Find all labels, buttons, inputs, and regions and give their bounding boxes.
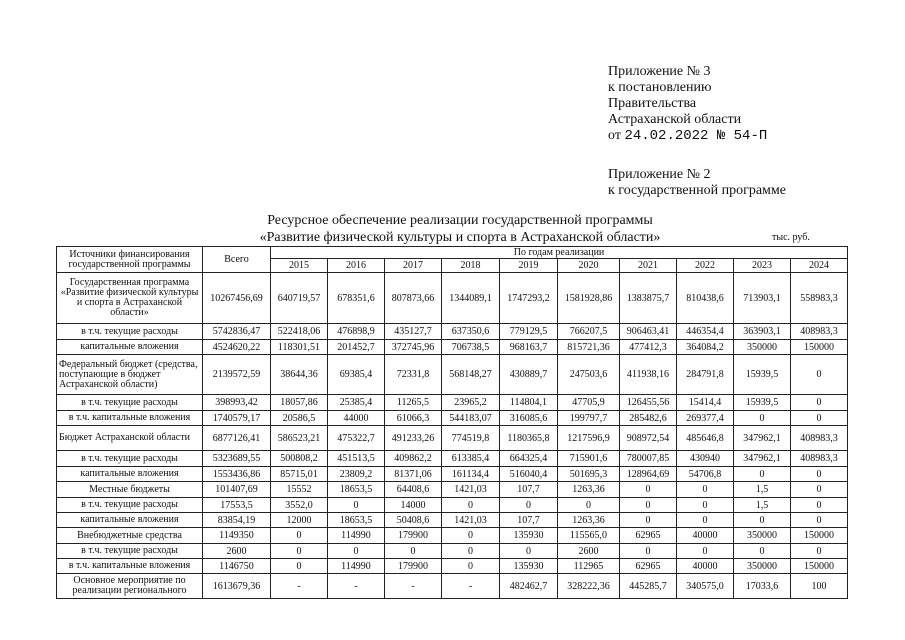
row-year-value: 706738,5 [442, 340, 500, 355]
row-year-value: 112965 [558, 559, 620, 574]
row-year-value: 350000 [734, 340, 791, 355]
row-total-value: 5323689,55 [203, 451, 271, 467]
row-year-value: 179900 [385, 559, 442, 574]
row-year-value: 285482,6 [620, 411, 677, 426]
row-year-value: 0 [734, 467, 791, 482]
table-row [57, 513, 848, 528]
row-year-value: 501695,3 [558, 467, 620, 482]
header-years-group: По годам реализации [271, 247, 848, 259]
row-year-value: 1217596,9 [558, 426, 620, 451]
row-year-value: 17033,6 [734, 574, 791, 599]
row-total-value: 101407,69 [203, 482, 271, 498]
row-year-value: 451513,5 [328, 451, 385, 467]
row-source-label: в т.ч. текущие расходы [57, 451, 203, 467]
row-year-value: 1180365,8 [500, 426, 558, 451]
row-year-value: - [271, 574, 328, 599]
row-total-value: 2139572,59 [203, 355, 271, 395]
row-year-value: 1,5 [734, 482, 791, 498]
row-source-label: Местные бюджеты [57, 482, 203, 498]
row-year-value: 500808,2 [271, 451, 328, 467]
row-year-value: 363903,1 [734, 324, 791, 340]
appendix-3-line-2: к постановлению [608, 80, 712, 95]
row-total-value: 1740579,17 [203, 411, 271, 426]
row-source-label: Основное мероприятие по реализации регионального [57, 574, 203, 599]
appendix-2-block [608, 167, 786, 199]
document-title-line-2: «Развитие физической культуры и спорта в Астраханской области» [259, 230, 661, 245]
row-year-value: 477412,3 [620, 340, 677, 355]
table-row [57, 482, 848, 498]
row-year-value: 780007,85 [620, 451, 677, 467]
row-year-value: 0 [271, 528, 328, 544]
row-year-value: 135930 [500, 559, 558, 574]
document-title-line-1: Ресурсное обеспечение реализации государственной программы [267, 213, 653, 228]
row-total-value: 398993,42 [203, 395, 271, 411]
row-year-value: 0 [734, 411, 791, 426]
row-year-value: 522418,06 [271, 324, 328, 340]
row-year-value: 1263,36 [558, 482, 620, 498]
row-year-value: 118301,51 [271, 340, 328, 355]
row-year-value: 715901,6 [558, 451, 620, 467]
row-year-value: 23809,2 [328, 467, 385, 482]
row-year-value: 0 [791, 498, 848, 513]
row-year-value: 586523,21 [271, 426, 328, 451]
row-year-value: 269377,4 [677, 411, 734, 426]
row-year-value: 61066,3 [385, 411, 442, 426]
row-year-value: 12000 [271, 513, 328, 528]
row-year-value: 0 [791, 544, 848, 559]
row-source-label: в т.ч. капитальные вложения [57, 559, 203, 574]
row-year-value: 0 [734, 544, 791, 559]
row-year-value: 0 [677, 544, 734, 559]
table-row [57, 544, 848, 559]
row-year-value: 316085,6 [500, 411, 558, 426]
row-total-value: 1146750 [203, 559, 271, 574]
row-year-value: 18653,5 [328, 513, 385, 528]
row-year-value: 0 [442, 559, 500, 574]
row-year-value: 201452,7 [328, 340, 385, 355]
row-year-value: 161134,4 [442, 467, 500, 482]
row-year-value: 1383875,7 [620, 273, 677, 324]
row-year-value: 0 [500, 544, 558, 559]
row-year-value: 135930 [500, 528, 558, 544]
row-year-value: 179900 [385, 528, 442, 544]
row-total-value: 1149350 [203, 528, 271, 544]
row-year-value: 0 [271, 544, 328, 559]
table-row [57, 395, 848, 411]
row-year-value: 908972,54 [620, 426, 677, 451]
table-row [57, 528, 848, 544]
row-year-value: 544183,07 [442, 411, 500, 426]
row-year-value: 3552,0 [271, 498, 328, 513]
row-year-value: 15414,4 [677, 395, 734, 411]
header-year: 2018 [442, 259, 500, 273]
row-total-value: 17553,5 [203, 498, 271, 513]
row-year-value: 20586,5 [271, 411, 328, 426]
header-year: 2020 [558, 259, 620, 273]
row-year-value: 815721,36 [558, 340, 620, 355]
table-row [57, 559, 848, 574]
row-year-value: 18057,86 [271, 395, 328, 411]
row-year-value: 44000 [328, 411, 385, 426]
row-year-value: 475322,7 [328, 426, 385, 451]
row-source-label: в т.ч. текущие расходы [57, 395, 203, 411]
row-year-value: 0 [271, 559, 328, 574]
row-year-value: 18653,5 [328, 482, 385, 498]
row-year-value: 0 [328, 544, 385, 559]
table-row [57, 426, 848, 451]
row-year-value: 435127,7 [385, 324, 442, 340]
row-year-value: 199797,7 [558, 411, 620, 426]
row-year-value: 774519,8 [442, 426, 500, 451]
resource-table [56, 246, 848, 599]
row-year-value: 62965 [620, 528, 677, 544]
row-year-value: 968163,7 [500, 340, 558, 355]
row-year-value: 713903,1 [734, 273, 791, 324]
appendix-2-line-2: к государственной программе [608, 183, 786, 198]
row-year-value: 23965,2 [442, 395, 500, 411]
row-year-value: 1747293,2 [500, 273, 558, 324]
row-year-value: - [442, 574, 500, 599]
row-total-value: 10267456,69 [203, 273, 271, 324]
header-total: Всего [203, 247, 271, 273]
row-source-label: Внебюджетные средства [57, 528, 203, 544]
row-year-value: 0 [791, 467, 848, 482]
row-year-value: 779129,5 [500, 324, 558, 340]
row-year-value: 54706,8 [677, 467, 734, 482]
appendix-3-line-4: Астраханской области [608, 112, 742, 127]
row-year-value: 38644,36 [271, 355, 328, 395]
row-year-value: 114990 [328, 528, 385, 544]
appendix-3-date-line [608, 128, 767, 144]
row-year-value: 640719,57 [271, 273, 328, 324]
row-year-value: 408983,3 [791, 451, 848, 467]
row-total-value: 1553436,86 [203, 467, 271, 482]
row-year-value: 906463,41 [620, 324, 677, 340]
row-year-value: 664325,4 [500, 451, 558, 467]
row-year-value: 0 [328, 498, 385, 513]
row-source-label: капитальные вложения [57, 467, 203, 482]
row-year-value: 62965 [620, 559, 677, 574]
row-year-value: 100 [791, 574, 848, 599]
row-year-value: 408983,3 [791, 324, 848, 340]
row-year-value: 568148,27 [442, 355, 500, 395]
row-year-value: 0 [442, 544, 500, 559]
row-source-label: в т.ч. капитальные вложения [57, 411, 203, 426]
header-year: 2022 [677, 259, 734, 273]
row-year-value: 150000 [791, 340, 848, 355]
row-year-value: 114804,1 [500, 395, 558, 411]
row-year-value: 0 [442, 498, 500, 513]
appendix-3-block [608, 64, 767, 144]
row-source-label: в т.ч. текущие расходы [57, 498, 203, 513]
row-year-value: 0 [500, 498, 558, 513]
row-year-value: 364084,2 [677, 340, 734, 355]
row-total-value: 2600 [203, 544, 271, 559]
row-year-value: 430889,7 [500, 355, 558, 395]
row-year-value: 40000 [677, 528, 734, 544]
row-year-value: 107,7 [500, 482, 558, 498]
row-year-value: 14000 [385, 498, 442, 513]
row-year-value: 328222,36 [558, 574, 620, 599]
row-year-value: 678351,6 [328, 273, 385, 324]
row-year-value: 0 [385, 544, 442, 559]
table-row [57, 340, 848, 355]
row-year-value: 807873,66 [385, 273, 442, 324]
row-year-value: 0 [620, 513, 677, 528]
row-year-value: 408983,3 [791, 426, 848, 451]
row-year-value: 810438,6 [677, 273, 734, 324]
row-year-value: 1344089,1 [442, 273, 500, 324]
row-year-value: - [385, 574, 442, 599]
row-year-value: 0 [791, 513, 848, 528]
row-year-value: 1421,03 [442, 482, 500, 498]
row-source-label: капитальные вложения [57, 340, 203, 355]
appendix-3-line-3: Правительства [608, 96, 697, 111]
row-year-value: 0 [442, 528, 500, 544]
row-year-value: 1421,03 [442, 513, 500, 528]
row-year-value: 347962,1 [734, 451, 791, 467]
header-year: 2017 [385, 259, 442, 273]
row-year-value: 0 [677, 482, 734, 498]
row-year-value: - [328, 574, 385, 599]
row-year-value: 15939,5 [734, 395, 791, 411]
row-year-value: 446354,4 [677, 324, 734, 340]
row-year-value: 1263,36 [558, 513, 620, 528]
row-year-value: 69385,4 [328, 355, 385, 395]
row-year-value: 0 [620, 544, 677, 559]
table-row [57, 273, 848, 324]
document-title [200, 212, 720, 246]
date-prefix: от [608, 128, 621, 143]
row-year-value: 40000 [677, 559, 734, 574]
table-row [57, 355, 848, 395]
header-year: 2021 [620, 259, 677, 273]
row-year-value: 25385,4 [328, 395, 385, 411]
row-year-value: 0 [791, 411, 848, 426]
header-year: 2019 [500, 259, 558, 273]
row-total-value: 1613679,36 [203, 574, 271, 599]
row-year-value: 72331,8 [385, 355, 442, 395]
row-year-value: 85715,01 [271, 467, 328, 482]
row-year-value: 0 [791, 482, 848, 498]
row-year-value: 81371,06 [385, 467, 442, 482]
row-year-value: 445285,7 [620, 574, 677, 599]
row-year-value: 430940 [677, 451, 734, 467]
row-year-value: 409862,2 [385, 451, 442, 467]
row-year-value: 350000 [734, 528, 791, 544]
units-label: тыс. руб. [772, 232, 810, 243]
row-year-value: 150000 [791, 559, 848, 574]
table-row [57, 467, 848, 482]
row-year-value: 340575,0 [677, 574, 734, 599]
row-year-value: 0 [677, 498, 734, 513]
row-year-value: 0 [620, 482, 677, 498]
row-year-value: 558983,3 [791, 273, 848, 324]
row-year-value: 284791,8 [677, 355, 734, 395]
row-total-value: 83854,19 [203, 513, 271, 528]
header-year: 2023 [734, 259, 791, 273]
row-year-value: 150000 [791, 528, 848, 544]
row-year-value: 50408,6 [385, 513, 442, 528]
row-year-value: 0 [734, 513, 791, 528]
row-year-value: 411938,16 [620, 355, 677, 395]
table-row [57, 498, 848, 513]
row-year-value: 47705,9 [558, 395, 620, 411]
row-year-value: 482462,7 [500, 574, 558, 599]
row-year-value: 0 [620, 498, 677, 513]
row-year-value: 0 [558, 498, 620, 513]
row-source-label: Бюджет Астраханской области [57, 426, 203, 451]
row-year-value: 372745,96 [385, 340, 442, 355]
header-year: 2016 [328, 259, 385, 273]
row-year-value: 476898,9 [328, 324, 385, 340]
row-year-value: 350000 [734, 559, 791, 574]
header-source: Источники финансирования государственной программы [57, 247, 203, 273]
table-row [57, 324, 848, 340]
row-year-value: 107,7 [500, 513, 558, 528]
row-source-label: Государственная программа «Развитие физической культуры и спорта в Астраханской области» [57, 273, 203, 324]
row-total-value: 5742836,47 [203, 324, 271, 340]
row-year-value: 114990 [328, 559, 385, 574]
row-year-value: 15939,5 [734, 355, 791, 395]
table-row [57, 451, 848, 467]
row-year-value: 0 [791, 355, 848, 395]
table-row [57, 574, 848, 599]
row-year-value: 128964,69 [620, 467, 677, 482]
row-total-value: 6877126,41 [203, 426, 271, 451]
row-year-value: 1,5 [734, 498, 791, 513]
row-year-value: 64408,6 [385, 482, 442, 498]
table-row [57, 411, 848, 426]
row-year-value: 491233,26 [385, 426, 442, 451]
row-year-value: 485646,8 [677, 426, 734, 451]
row-year-value: 613385,4 [442, 451, 500, 467]
row-year-value: 766207,5 [558, 324, 620, 340]
row-year-value: 1581928,86 [558, 273, 620, 324]
row-source-label: Федеральный бюджет (средства, поступающие в бюджет Астраханской области) [57, 355, 203, 395]
row-year-value: 516040,4 [500, 467, 558, 482]
row-year-value: 126455,56 [620, 395, 677, 411]
row-year-value: 11265,5 [385, 395, 442, 411]
row-source-label: в т.ч. текущие расходы [57, 324, 203, 340]
row-source-label: в т.ч. текущие расходы [57, 544, 203, 559]
header-year: 2024 [791, 259, 848, 273]
row-year-value: 637350,6 [442, 324, 500, 340]
row-year-value: 347962,1 [734, 426, 791, 451]
header-year: 2015 [271, 259, 328, 273]
row-year-value: 15552 [271, 482, 328, 498]
appendix-2-title: Приложение № 2 [608, 167, 711, 182]
row-year-value: 0 [677, 513, 734, 528]
row-year-value: 2600 [558, 544, 620, 559]
row-year-value: 0 [791, 395, 848, 411]
row-year-value: 115565,0 [558, 528, 620, 544]
row-source-label: капитальные вложения [57, 513, 203, 528]
row-total-value: 4524620,22 [203, 340, 271, 355]
row-year-value: 247503,6 [558, 355, 620, 395]
appendix-3-title: Приложение № 3 [608, 64, 711, 79]
resolution-date-number: 24.02.2022 № 54-П [624, 128, 768, 144]
